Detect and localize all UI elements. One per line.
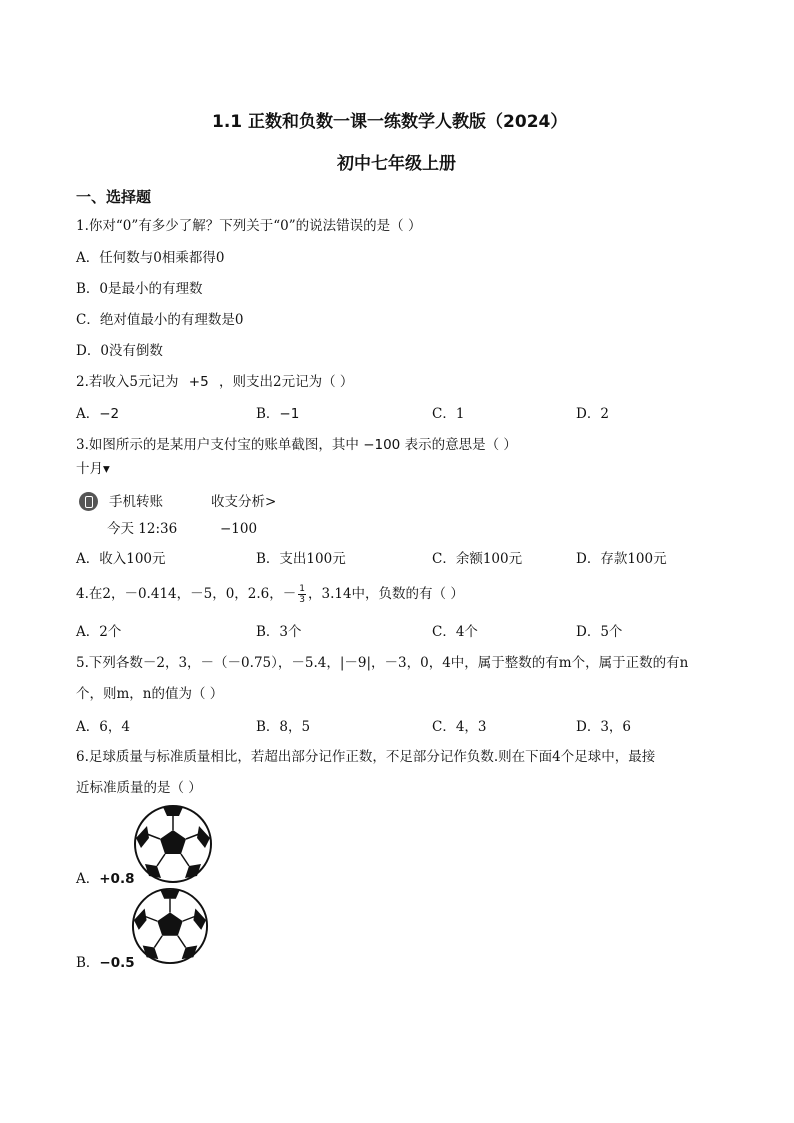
fraction-numerator: 1 — [299, 584, 305, 594]
option-letter: B． — [76, 955, 100, 971]
question-6-stem-line-2: 近标准质量的是（ ） — [76, 780, 202, 796]
question-4-stem-before: 4.在2，－0.414，－5，0，2.6，－ — [76, 586, 297, 602]
option-value: −1 — [279, 406, 300, 422]
question-4-stem-after: ，3.14中，负数的有（ ） — [308, 586, 464, 602]
option-letter: C． — [432, 406, 456, 422]
option-letter: A． — [76, 406, 100, 422]
question-5-stem-line-2: 个，则m，n的值为（ ） — [76, 686, 224, 702]
question-4-stem — [76, 584, 464, 605]
question-2-stem-part-1: 2.若收入5元记为 — [76, 374, 179, 390]
question-3-option-b: B．支出100元 — [256, 551, 346, 567]
question-5-option-b: B．8，5 — [256, 719, 311, 735]
question-1-stem: 1.你对“0”有多少了解？下列关于“0”的说法错误的是（ ） — [76, 218, 422, 234]
question-3-stem — [76, 436, 517, 454]
question-1-option-a: A．任何数与0相乘都得0 — [76, 250, 225, 266]
bill-time: 今天 12:36 — [107, 521, 178, 537]
document-title: 1.1 正数和负数一课一练数学人教版（2024） — [212, 112, 568, 132]
option-letter: A． — [76, 871, 100, 887]
soccer-ball-a-image — [133, 804, 213, 884]
question-3-stem-part-2: 表示的意思是（ ） — [404, 437, 517, 453]
question-6-option-a — [76, 870, 134, 888]
question-1-option-c: C．绝对值最小的有理数是0 — [76, 312, 244, 328]
question-2-stem-part-2: ，则支出2元记为（ ） — [218, 374, 354, 390]
bill-analysis-link: 收支分析> — [211, 494, 277, 510]
option-letter: D． — [576, 406, 601, 422]
question-4-option-b: B．3个 — [256, 624, 302, 640]
bill-item-label: 手机转账 — [109, 494, 163, 510]
question-2-option-a — [76, 405, 119, 423]
section-heading: 一、选择题 — [76, 188, 152, 206]
fraction-one-third — [298, 584, 306, 605]
option-value: +0.8 — [99, 871, 135, 887]
option-value: −0.5 — [99, 955, 135, 971]
question-5-option-d: D．3，6 — [576, 719, 632, 735]
question-1-option-d: D．0没有倒数 — [76, 343, 163, 359]
question-3-option-d: D．存款100元 — [576, 551, 667, 567]
question-3-stem-math: −100 — [363, 437, 401, 453]
option-letter: B． — [256, 406, 280, 422]
fraction-denominator: 3 — [299, 595, 305, 605]
question-4-option-c: C．4个 — [432, 624, 478, 640]
question-2-option-d — [576, 405, 609, 423]
question-6-option-b — [76, 954, 135, 972]
bill-amount: −100 — [220, 521, 258, 537]
option-value: −2 — [99, 406, 120, 422]
question-5-option-c: C．4，3 — [432, 719, 487, 735]
question-3-stem-part-1: 3.如图所示的是某用户支付宝的账单截图，其中 — [76, 437, 359, 453]
question-4-option-a: A．2个 — [76, 624, 122, 640]
question-1-option-b: B．0是最小的有理数 — [76, 281, 203, 297]
question-5-stem-line-1: 5.下列各数－2，3，－（－0.75），－5.4，|－9|，－3，0，4中，属于整数的有m个，属于正数的有n — [76, 655, 689, 671]
question-6-stem-line-1: 6.足球质量与标准质量相比，若超出部分记作正数，不足部分记作负数.则在下面4个足球中，最接 — [76, 749, 656, 765]
question-2-stem — [76, 373, 353, 391]
question-5-option-a: A．6，4 — [76, 719, 130, 735]
question-4-option-d: D．5个 — [576, 624, 623, 640]
option-value: 2 — [600, 406, 609, 422]
phone-transfer-icon — [79, 492, 98, 511]
bill-month-label: 十月▾ — [76, 461, 110, 477]
question-3-option-c: C．余额100元 — [432, 551, 523, 567]
question-2-option-c — [432, 405, 464, 423]
question-2-stem-math: +5 — [188, 374, 209, 390]
question-3-option-a: A．收入100元 — [76, 551, 166, 567]
document-subtitle: 初中七年级上册 — [337, 154, 456, 174]
option-value: 1 — [455, 406, 465, 422]
soccer-ball-b-image — [131, 887, 209, 965]
question-2-option-b — [256, 405, 299, 423]
